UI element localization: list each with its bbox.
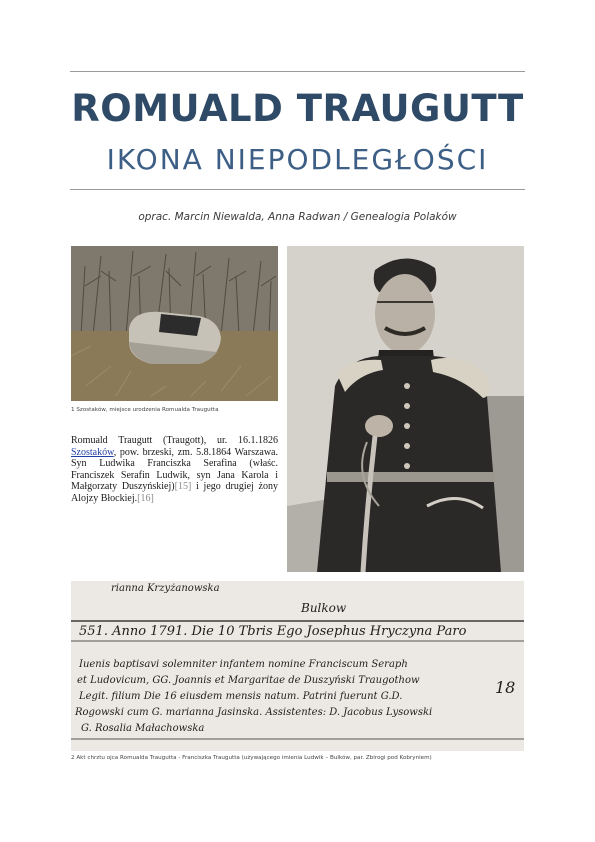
record-line-5: et Ludovicum, GG. Joannis et Margaritae de Duszyński Traugothow: [77, 675, 420, 686]
record-line-3: 551. Anno 1791. Die 10 Tbris Ego Josephus Hryczyna Paro: [79, 624, 467, 639]
record-line-6: Legit. filium Die 16 eiusdem mensis natum. Patrini fuerunt G.D.: [79, 691, 403, 702]
szostakow-link[interactable]: Szostaków: [71, 446, 114, 458]
traugutt-portrait-photo: [287, 246, 524, 572]
stone-landscape-illustration: [71, 246, 278, 401]
bottom-divider: [70, 189, 525, 190]
reference-15[interactable]: [15]: [174, 481, 192, 493]
record-line-2: Bulkow: [301, 601, 347, 615]
record-line-1: rianna Krzyżanowska: [111, 583, 220, 594]
record-line-4: Iuenis baptisavi solemniter infantem nomine Franciscum Seraph: [79, 659, 408, 670]
handwritten-record-illustration: [71, 581, 524, 751]
record-line-8: G. Rosalia Małachowska: [81, 723, 205, 734]
bio-middle: , pow. brzeski, zm. 5.8.1864 Warszawa. Syn Ludwika Franciszka Serafina (właśc. Franciszek Serafin Ludwik, syn Jana Karola i Małgorzaty Duszyńskiej): [71, 446, 278, 493]
record-line-7: Rogowski cum G. marianna Jasinska. Assistentes: D. Jacobus Lysowski: [75, 707, 433, 718]
baptism-record-scan: [71, 581, 524, 751]
portrait-illustration: [287, 246, 524, 572]
top-divider: [70, 71, 525, 72]
page-title: ROMUALD TRAUGUTT: [71, 87, 524, 130]
record-caption: 2 Akt chrztu ojca Romualda Traugutta - Franciszka Traugutta (używającego imienia Ludwik – Bulków, par. Zbirogi pod Kobryniem): [71, 755, 432, 761]
szostakow-stone-photo: [71, 246, 278, 401]
page-subtitle: IKONA NIEPODLEGŁOŚCI: [106, 143, 489, 176]
authors-line: oprac. Marcin Niewalda, Anna Radwan / Genealogia Polaków: [138, 211, 457, 223]
bio-tail: i jego drugiej żony Alojzy Błockiej.: [71, 481, 278, 504]
reference-16[interactable]: [16]: [137, 492, 154, 504]
record-margin-numeral: 18: [495, 678, 516, 697]
stone-photo-caption: 1 Szostaków, miejsce urodzenia Romualda Traugutta: [71, 407, 219, 413]
biography-paragraph: [71, 435, 278, 505]
bio-intro: Romuald Traugutt (Traugott), ur. 16.1.1826: [71, 435, 278, 446]
